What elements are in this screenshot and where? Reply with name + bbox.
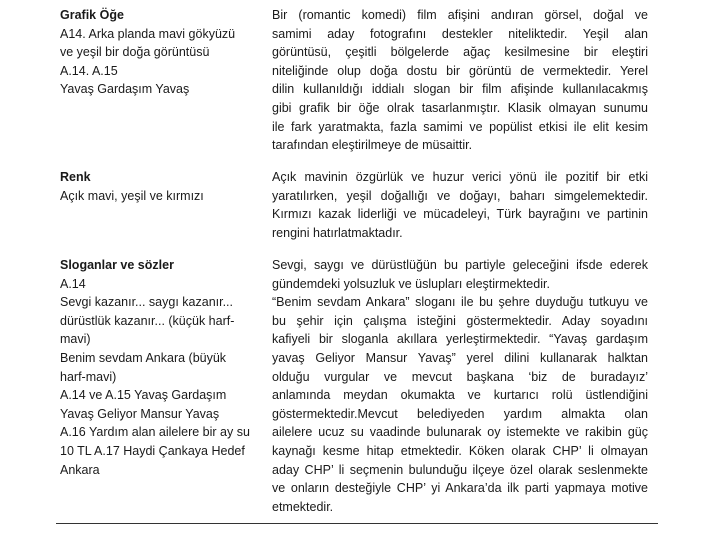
- row-label-cell: [60, 256, 260, 479]
- description-line: tarafından eleştirilmeye de müsaittir.: [272, 138, 473, 153]
- description-line: samimi aday fotografını destekler niteliktedir. Yeşil alan: [272, 26, 648, 41]
- description-line: ile fark yaratmakta, fazla samimi ve popülist etkisi ile elit kesim: [272, 119, 648, 134]
- label-line: Yavaş Gardaşım Yavaş: [60, 82, 190, 97]
- row-heading: Sloganlar ve sözler: [60, 258, 174, 272]
- label-line: A.16 Yardım alan ailelere bir ay su: [60, 425, 250, 440]
- row-heading: Renk: [60, 170, 91, 184]
- table-row-color: [56, 168, 658, 244]
- label-line: Açık mavi, yeşil ve kırmızı: [60, 188, 204, 203]
- description-line: olduğu vurgular ve mevcut başkana ‘biz de buradayız’: [272, 369, 648, 384]
- label-line: A.14: [60, 276, 86, 291]
- label-line: A.14. A.15: [60, 63, 118, 78]
- description-line: kafiyeli bir sloganla akıllara yerleştirmektedir. “Yavaş gardaşım: [272, 332, 648, 347]
- label-line: dürüstlük kazanır... (küçük harf-: [60, 313, 235, 328]
- description-line: aday CHP’ li seçmenin bulunduğu ilçeye özel olarak seslenmekte: [272, 462, 648, 477]
- label-line: harf-mavi): [60, 369, 117, 384]
- description-line: gibi grafik bir öğe olrak tasarlanmıştır. Klasik olmayan sunumu: [272, 100, 648, 115]
- label-line: mavi): [60, 332, 91, 347]
- row-heading: Grafik Öğe: [60, 8, 124, 22]
- description-line: etmektedir.: [272, 499, 334, 514]
- description-line: niteliğinde olup doğa dostu bir görüntü de vermektedir. Yerel: [272, 63, 648, 78]
- description-line: anlamında meydan okumakta ve kurtarıcı rolü üstlendiğini: [272, 388, 648, 403]
- label-line: ve yeşil bir doğa görüntüsü: [60, 45, 210, 60]
- description-line: Açık mavinin özgürlük ve huzur verici yönü ile pozitif bir etki: [272, 170, 648, 184]
- description-line: kaynağı kesme hitap etmektedir. Köken olarak CHP’ li olmayan: [272, 443, 648, 458]
- row-label-cell: [60, 6, 260, 99]
- description-line: rengini hatırlatmaktadır.: [272, 225, 403, 240]
- label-line: A14. Arka planda mavi gökyüzü: [60, 26, 236, 41]
- description-line: yavaş Geliyor Mansur Yavaş” yerel dilini kullanarak halktan: [272, 350, 648, 365]
- description-line: yaratılırken, yeşil doğallığı ve doğayı, baharı simgelemektedir.: [272, 188, 648, 203]
- row-description-cell: [272, 6, 648, 155]
- description-line: “Benim sevdam Ankara” sloganı ile bu şehre duyduğu tutkuyu ve: [272, 295, 648, 310]
- description-line: Sevgi, saygı ve dürüstlüğün bu partiyle geleceğini ifsde ederek: [272, 258, 648, 272]
- description-line: Bir (romantic komedi) film afişini andıran görsel, doğal ve: [272, 8, 648, 22]
- description-line: görüntüsü, çeşitli bölgelerde ağaç kesilmesine bir eleştiri: [272, 45, 648, 60]
- description-line: gündemdeki yolsuzluk ve üslupları eleştirmektedir.: [272, 276, 550, 291]
- description-line: ailelere ucuz su vaadinde bulunarak oy istemekte ve rakibin güç: [272, 425, 648, 440]
- label-line: Ankara: [60, 462, 100, 477]
- row-description-cell: [272, 256, 648, 516]
- label-line: Benim sevdam Ankara (büyük: [60, 350, 227, 365]
- description-line: Kırmızı kazak liderliği ve mücadeleyi, Türk bayrağını ve partinin: [272, 207, 648, 222]
- label-line: 10 TL A.17 Haydi Çankaya Hedef: [60, 443, 245, 458]
- label-line: Yavaş Geliyor Mansur Yavaş: [60, 406, 220, 421]
- description-line: dilin kullanıldığı iddialı slogan bir film afişinde kullanılacakmış: [272, 82, 648, 97]
- table-row-slogans: [56, 256, 658, 520]
- table-row-graphic-element: [56, 6, 658, 156]
- label-line: A.14 ve A.15 Yavaş Gardaşım: [60, 388, 227, 403]
- table-bottom-rule: [56, 523, 658, 524]
- label-line: Sevgi kazanır... saygı kazanır...: [60, 295, 234, 310]
- description-line: bu şehir için çalışma isteğini göstermektedir. Aday soyadını: [272, 313, 648, 328]
- description-line: göstermektedir.Mevcut belediyeden yardım almakta olan: [272, 406, 648, 421]
- row-label-cell: [60, 168, 260, 205]
- description-line: ve onların desteğiyle CHP’ yi Ankara’da ilk parti yapmaya motive: [272, 481, 648, 496]
- row-description-cell: [272, 168, 648, 242]
